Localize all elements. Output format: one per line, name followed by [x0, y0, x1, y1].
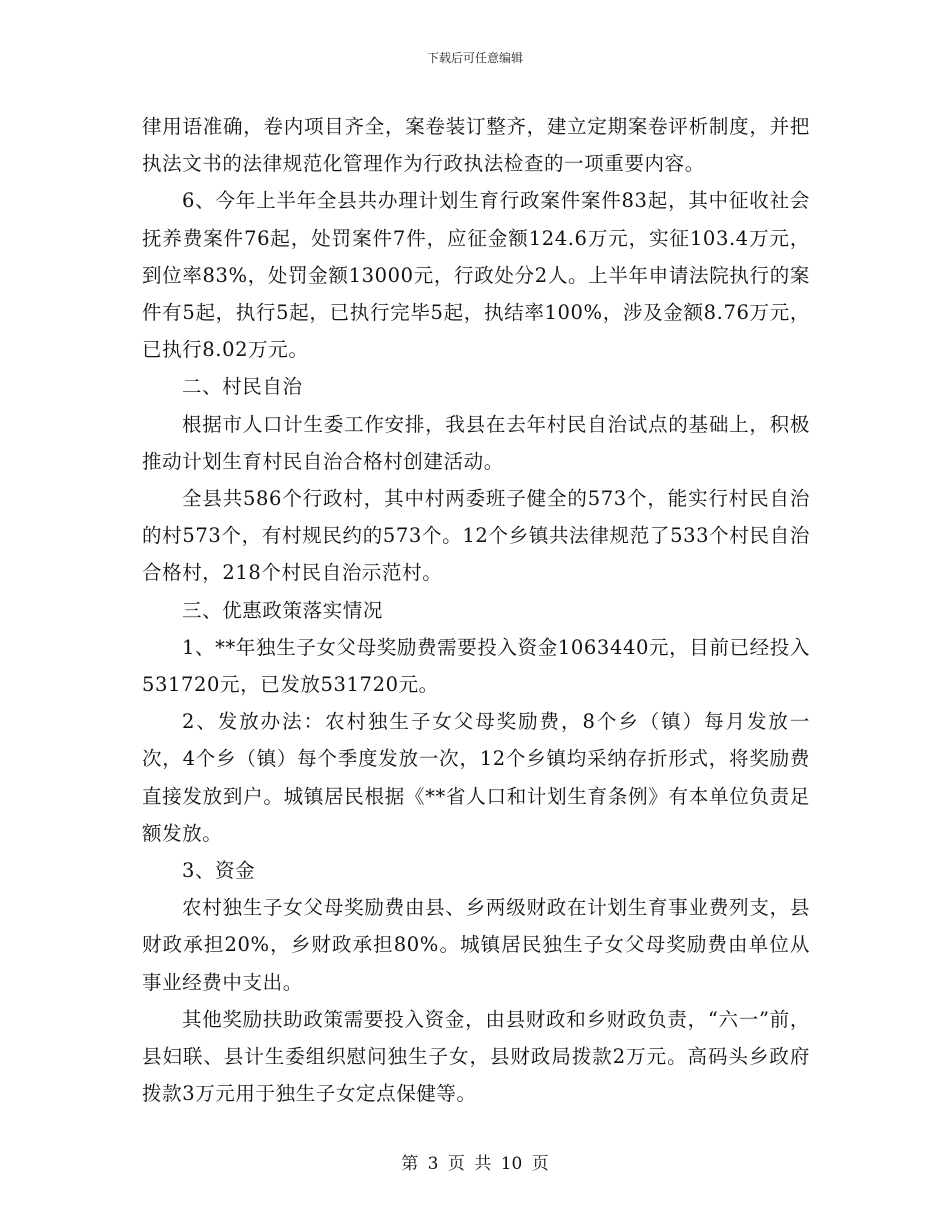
paragraph-other-incentives: 其他奖励扶助政策需要投入资金，由县财政和乡财政负责，“六一”前，县妇联、县计生委组织慰问独生子女，县财政局拨款2万元。高码头乡政府拨款3万元用于独生子女定点保健等。 [142, 1007, 810, 1106]
document-body [142, 108, 810, 1112]
subheading-funds: 3、资金 [181, 859, 256, 883]
paragraph-case-statistics: 6、今年上半年全县共办理计划生育行政案件案件83起，其中征收社会抚养费案件76起，处罚案件7件，应征金额124.6万元，实征103.4万元，到位率83%，处罚金额13000元，行政处分2人。上半年申请法院执行的案件有5起，执行5起，已执行完毕5起，执结率100%，涉及金额8.76万元，已执行8.02万元。 [142, 189, 810, 362]
section-heading-preferential-policy: 三、优惠政策落实情况 [181, 598, 383, 622]
paragraph-distribution-method: 2、发放办法：农村独生子女父母奖励费，8个乡（镇）每月发放一次，4个乡（镇）每个季度发放一次，12个乡镇均采纳存折形式，将奖励费直接发放到户。城镇居民根据《**省人口和计划生育条例》有本单位负责足额发放。 [142, 710, 810, 845]
paragraph-continuation: 律用语准确，卷内项目齐全，案卷装订整齐，建立定期案卷评析制度，并把执法文书的法律规范化管理作为行政执法检查的一项重要内容。 [142, 115, 810, 176]
section-heading-village-autonomy: 二、村民自治 [181, 375, 303, 399]
paragraph-reward-funds: 1、**年独生子女父母奖励费需要投入资金1063440元，目前已经投入531720元，已发放531720元。 [142, 635, 810, 697]
page-header-note: 下载后可任意编辑 [426, 51, 523, 65]
paragraph-autonomy-arrangement: 根据市人口计生委工作安排，我县在去年村民自治试点的基础上，积极推动计划生育村民自治合格村创建活动。 [142, 412, 810, 473]
paragraph-autonomy-statistics: 全县共586个行政村，其中村两委班子健全的573个，能实行村民自治的村573个，有村规民约的573个。12个乡镇共法律规范了533个村民自治合格村，218个村民自治示范村。 [142, 487, 810, 585]
paragraph-funding-sources: 农村独生子女父母奖励费由县、乡两级财政在计划生育事业费列支，县财政承担20%，乡财政承担80%。城镇居民独生子女父母奖励费由单位从事业经费中支出。 [142, 896, 810, 994]
page-number: 第 3 页 共 10 页 [401, 1154, 549, 1174]
